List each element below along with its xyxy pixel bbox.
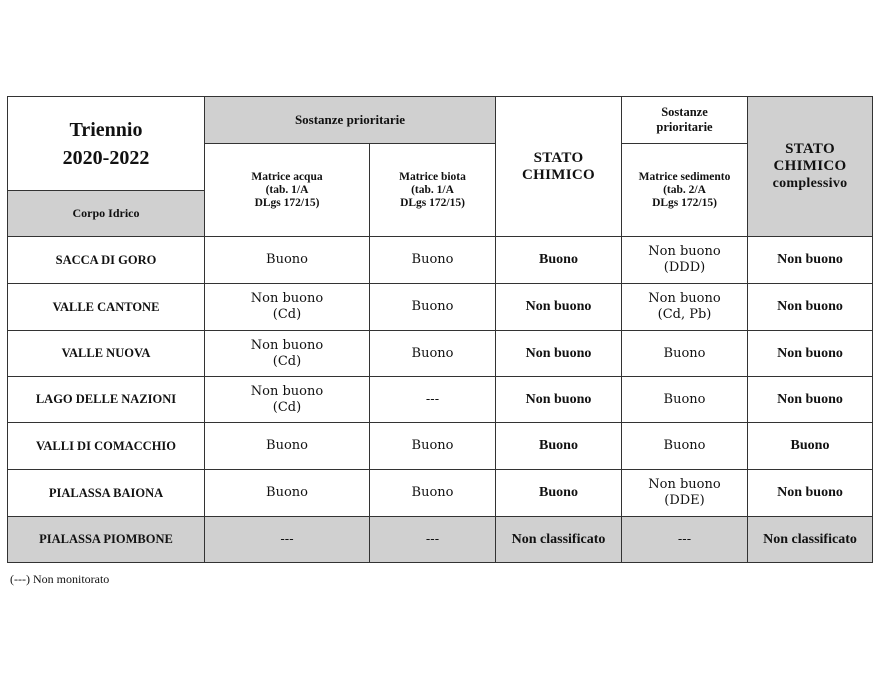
matrice-acqua-cell: Non buono (Cd) bbox=[205, 377, 370, 423]
table-row bbox=[8, 470, 873, 517]
matrice-biota-cell: Buono bbox=[370, 331, 496, 377]
table-row bbox=[8, 423, 873, 470]
stato-complessivo-cell: Non buono bbox=[748, 377, 873, 423]
matrice-acqua-cell: Non buono (Cd) bbox=[205, 331, 370, 377]
matrice-sedimento-cell: Buono bbox=[622, 377, 748, 423]
stato-chimico-complessivo-header: STATO CHIMICO complessivo bbox=[748, 97, 873, 237]
corpo-idrico-name: SACCA DI GORO bbox=[8, 237, 205, 284]
stato-complessivo-cell: Non classificato bbox=[748, 517, 873, 563]
corpo-idrico-name: VALLI DI COMACCHIO bbox=[8, 423, 205, 470]
matrice-acqua-cell: Non buono (Cd) bbox=[205, 284, 370, 331]
corpo-idrico-name: VALLE NUOVA bbox=[8, 331, 205, 377]
matrice-sedimento-cell: Buono bbox=[622, 423, 748, 470]
chemical-status-table bbox=[7, 96, 873, 563]
stato-chimico-cell: Buono bbox=[496, 423, 622, 470]
stato-chimico-cell: Buono bbox=[496, 237, 622, 284]
matrice-sedimento-cell: Non buono (Cd, Pb) bbox=[622, 284, 748, 331]
stato-complessivo-cell: Buono bbox=[748, 423, 873, 470]
matrice-biota-cell: --- bbox=[370, 377, 496, 423]
matrice-sedimento-header: Matrice sedimento (tab. 2/A DLgs 172/15) bbox=[622, 144, 748, 237]
matrice-biota-cell: Buono bbox=[370, 237, 496, 284]
sostanze-prioritarie-sedimento-header: Sostanze prioritarie bbox=[622, 97, 748, 144]
triennio-header bbox=[8, 97, 205, 191]
matrice-acqua-cell: Buono bbox=[205, 237, 370, 284]
matrice-sedimento-cell: Non buono (DDE) bbox=[622, 470, 748, 517]
matrice-acqua-cell: Buono bbox=[205, 470, 370, 517]
table-row bbox=[8, 331, 873, 377]
stato-chimico-cell: Non buono bbox=[496, 284, 622, 331]
triennio-years: 2020-2022 bbox=[62, 146, 150, 169]
table-row bbox=[8, 377, 873, 423]
matrice-acqua-cell: --- bbox=[205, 517, 370, 563]
matrice-acqua-cell: Buono bbox=[205, 423, 370, 470]
matrice-biota-cell: Buono bbox=[370, 470, 496, 517]
stato-complessivo-cell: Non buono bbox=[748, 470, 873, 517]
matrice-biota-cell: --- bbox=[370, 517, 496, 563]
corpo-idrico-header: Corpo Idrico bbox=[8, 191, 205, 237]
matrice-acqua-header: Matrice acqua (tab. 1/A DLgs 172/15) bbox=[205, 144, 370, 237]
table-row bbox=[8, 517, 873, 563]
stato-complessivo-cell: Non buono bbox=[748, 237, 873, 284]
corpo-idrico-name: PIALASSA PIOMBONE bbox=[8, 517, 205, 563]
footnote: (---) Non monitorato bbox=[10, 572, 110, 586]
stato-chimico-cell: Buono bbox=[496, 470, 622, 517]
stato-chimico-cell: Non classificato bbox=[496, 517, 622, 563]
stato-chimico-cell: Non buono bbox=[496, 377, 622, 423]
corpo-idrico-name: LAGO DELLE NAZIONI bbox=[8, 377, 205, 423]
matrice-biota-cell: Buono bbox=[370, 423, 496, 470]
triennio-label: Triennio bbox=[69, 118, 143, 141]
stato-chimico-header: STATO CHIMICO bbox=[496, 97, 622, 237]
matrice-sedimento-cell: --- bbox=[622, 517, 748, 563]
stato-chimico-cell: Non buono bbox=[496, 331, 622, 377]
matrice-biota-header: Matrice biota (tab. 1/A DLgs 172/15) bbox=[370, 144, 496, 237]
stato-complessivo-cell: Non buono bbox=[748, 284, 873, 331]
matrice-sedimento-cell: Buono bbox=[622, 331, 748, 377]
table-row bbox=[8, 237, 873, 284]
sostanze-prioritarie-header: Sostanze prioritarie bbox=[205, 97, 496, 144]
matrice-sedimento-cell: Non buono (DDD) bbox=[622, 237, 748, 284]
corpo-idrico-name: PIALASSA BAIONA bbox=[8, 470, 205, 517]
corpo-idrico-name: VALLE CANTONE bbox=[8, 284, 205, 331]
matrice-biota-cell: Buono bbox=[370, 284, 496, 331]
stato-complessivo-cell: Non buono bbox=[748, 331, 873, 377]
table-row bbox=[8, 284, 873, 331]
